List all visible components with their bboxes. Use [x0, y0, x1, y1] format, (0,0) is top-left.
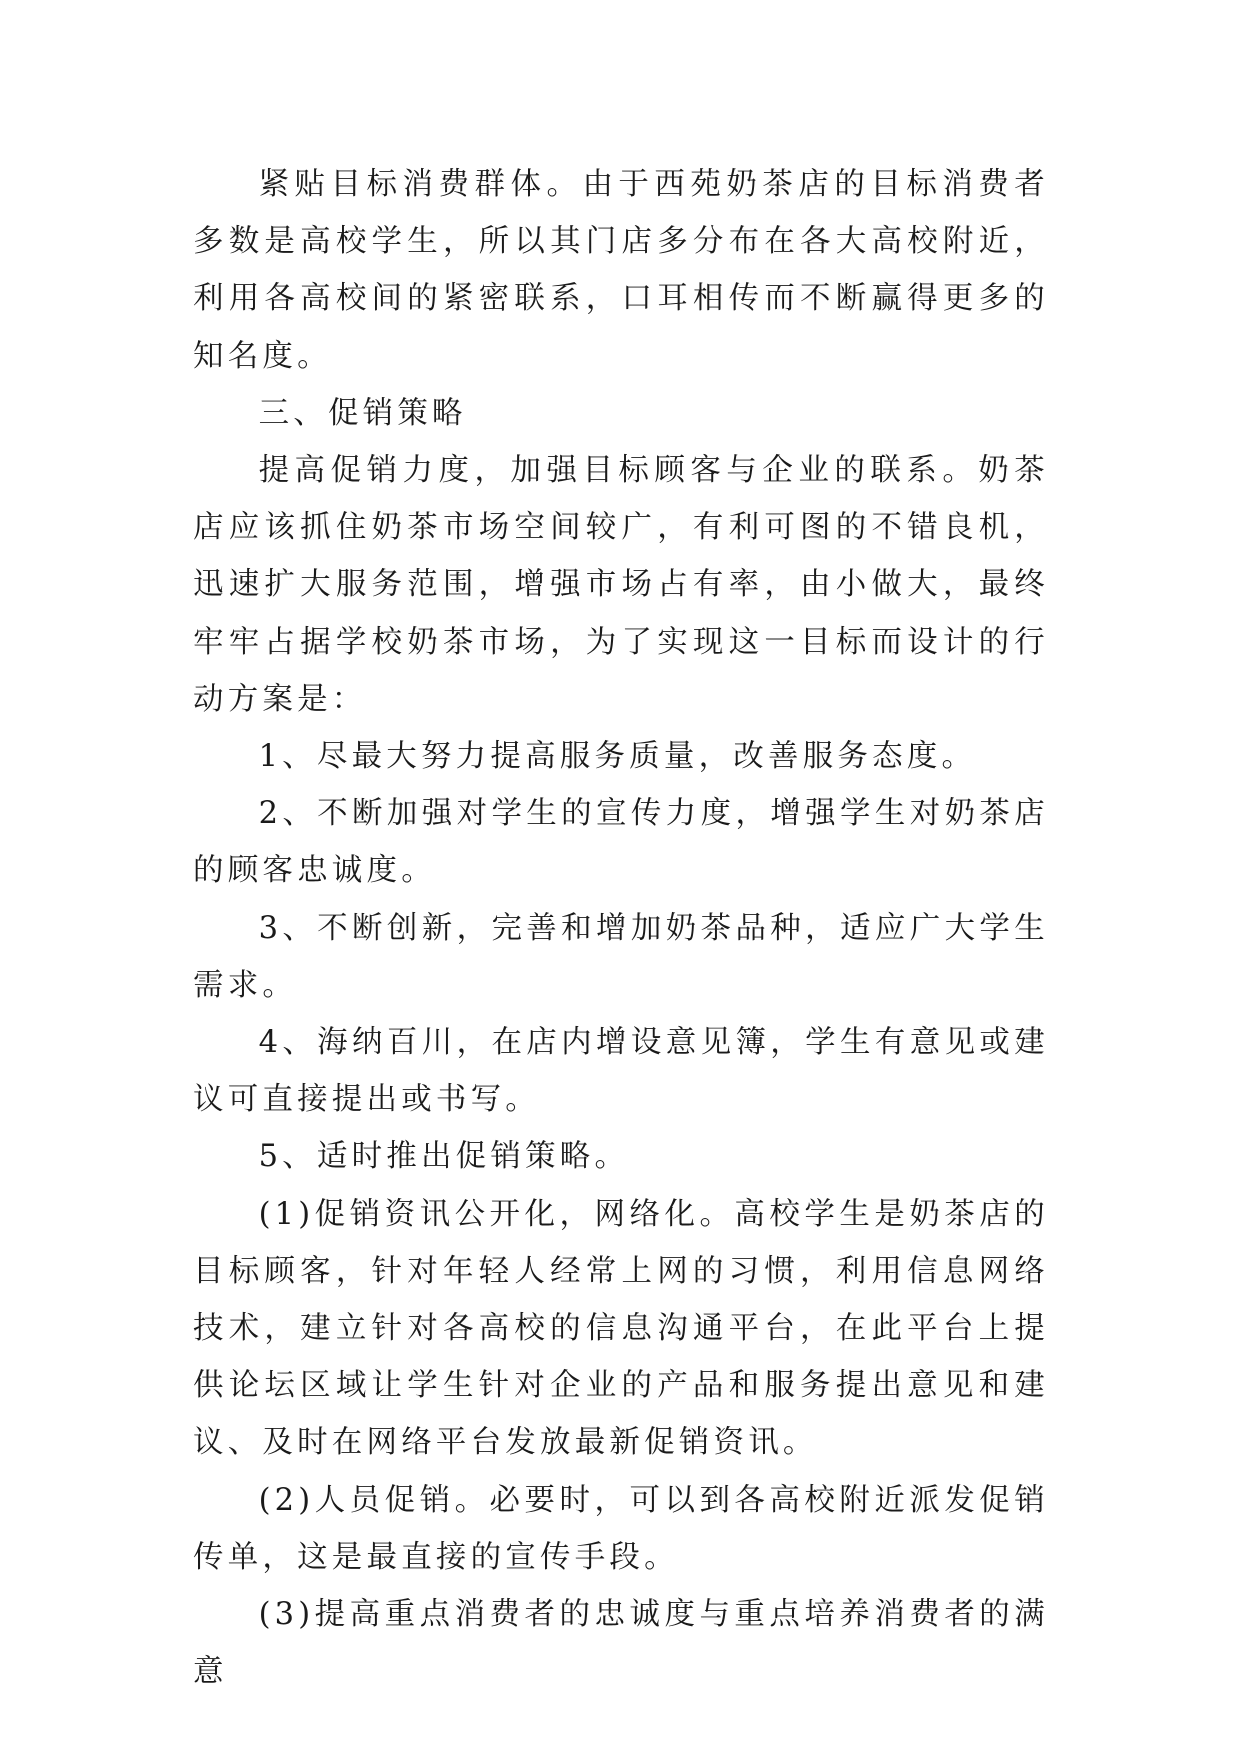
list-item-3: 3、不断创新，完善和增加奶茶品种，适应广大学生需求。: [193, 910, 1049, 1003]
list-item-2: 2、不断加强对学生的宣传力度，增强学生对奶茶店的顾客忠诚度。: [193, 796, 1049, 889]
sub-item-2: (2)人员促销。必要时，可以到各高校附近派发促销传单，这是最直接的宣传手段。: [193, 1482, 1049, 1575]
list-item-5: 5、适时推出促销策略。: [258, 1139, 630, 1175]
paragraph-target-consumers: 紧贴目标消费群体。由于西苑奶茶店的目标消费者多数是高校学生，所以其门店多分布在各大高校附近，利用各高校间的紧密联系，口耳相传而不断赢得更多的知名度。: [193, 167, 1049, 374]
list-item-4: 4、海纳百川，在店内增设意见簿，学生有意见或建议可直接提出或书写。: [193, 1025, 1049, 1118]
section-heading-promotion-strategy: 三、促销策略: [258, 395, 467, 431]
sub-item-1: (1)促销资讯公开化，网络化。高校学生是奶茶店的目标顾客，针对年轻人经常上网的习惯，利用信息网络技术，建立针对各高校的信息沟通平台，在此平台上提供论坛区域让学生针对企业的产品和服务提出意见和建议、及时在网络平台发放最新促销资讯。: [193, 1196, 1049, 1461]
paragraph-promotion-intro: 提高促销力度，加强目标顾客与企业的联系。奶茶店应该抓住奶茶市场空间较广，有利可图的不错良机，迅速扩大服务范围，增强市场占有率，由小做大，最终牢牢占据学校奶茶市场，为了实现这一目标而设计的行动方案是：: [193, 453, 1049, 717]
document-body: [193, 156, 1049, 1700]
list-item-1: 1、尽最大努力提高服务质量，改善服务态度。: [258, 739, 977, 775]
sub-item-3: (3)提高重点消费者的忠诚度与重点培养消费者的满意: [193, 1597, 1049, 1690]
